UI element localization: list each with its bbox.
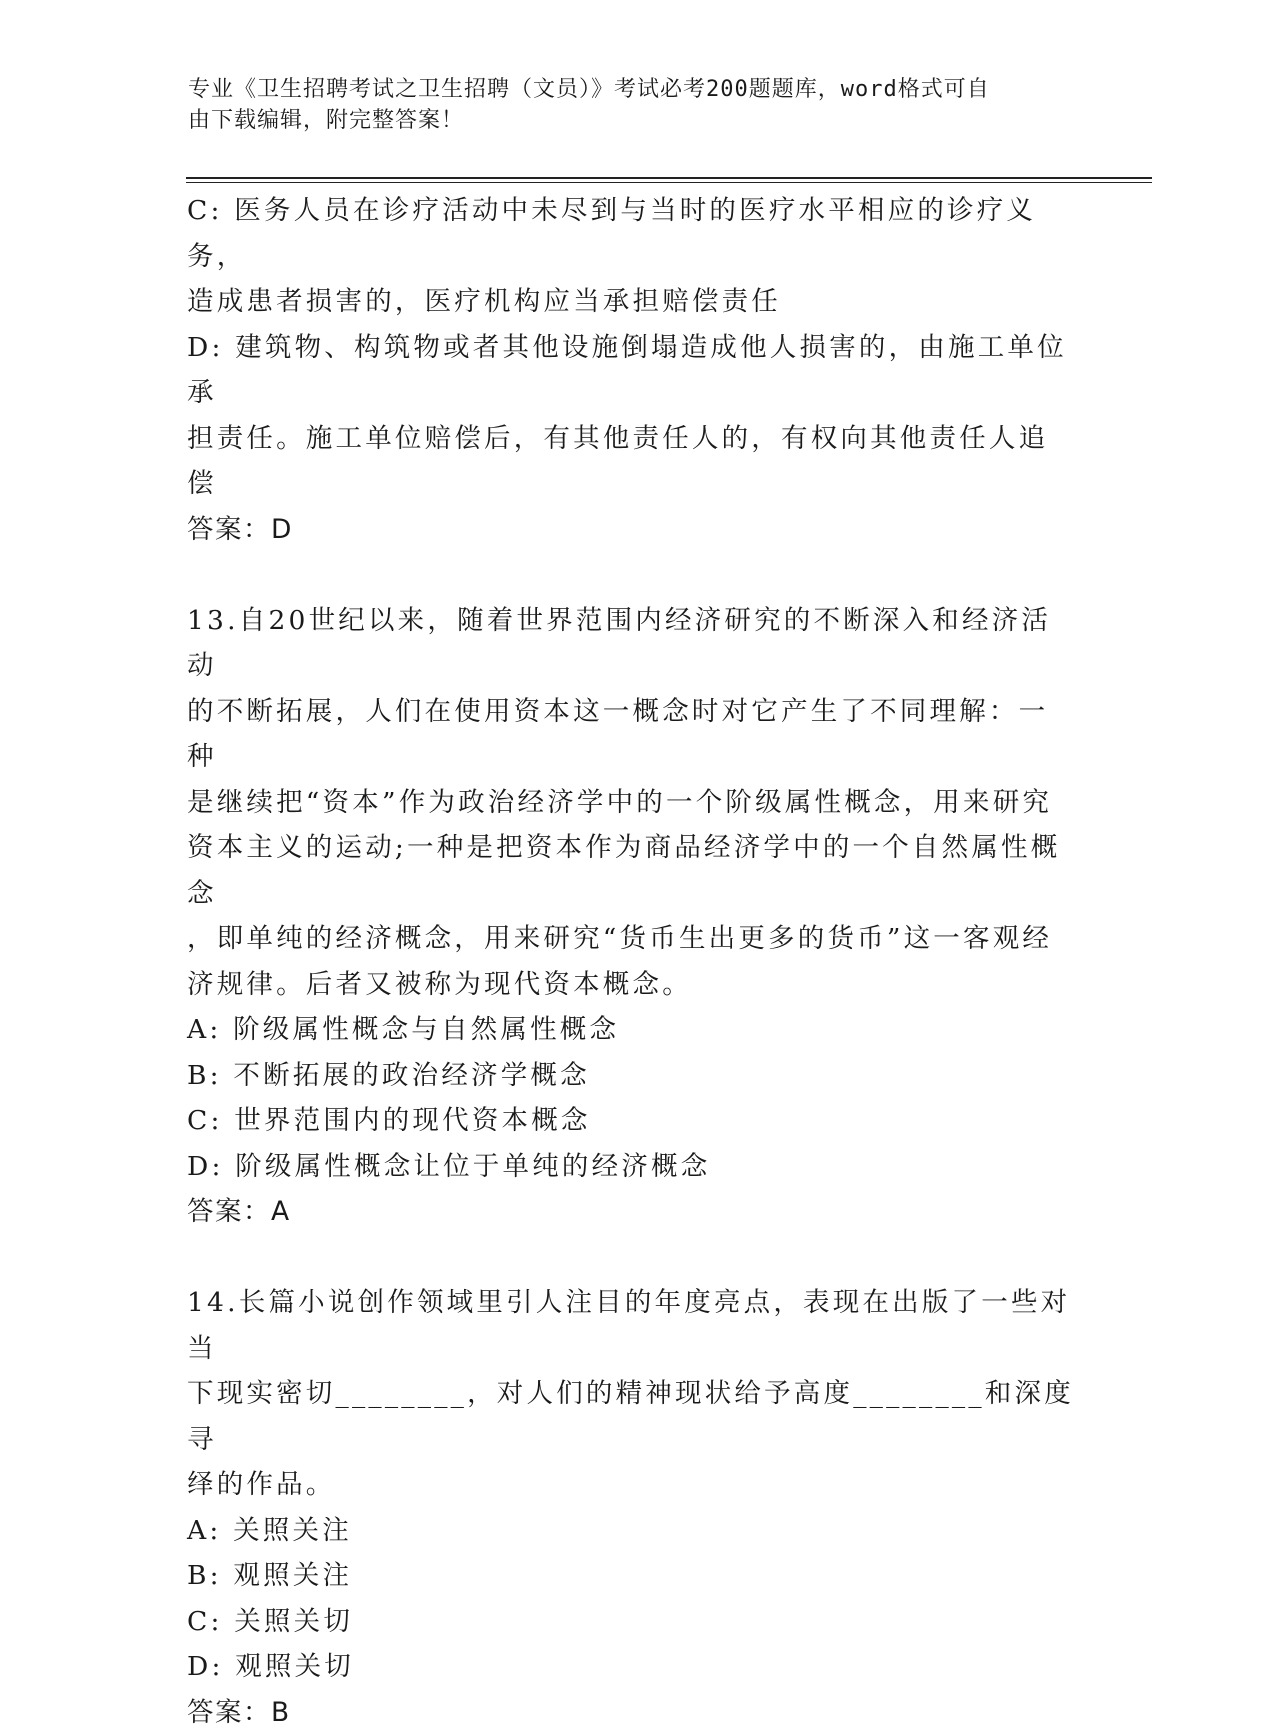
question-stem-line: 是继续把“资本”作为政治经济学中的一个阶级属性概念，用来研究 xyxy=(187,780,1077,826)
question-stem-line: 14.长篇小说创作领域里引人注目的年度亮点，表现在出版了一些对当 xyxy=(187,1280,1077,1371)
option-b: B: 观照关注 xyxy=(187,1553,1077,1599)
question-stem-line: 济规律。后者又被称为现代资本概念。 xyxy=(187,962,1077,1008)
option-d-line: D: 建筑物、构筑物或者其他设施倒塌造成他人损害的，由施工单位承 xyxy=(187,325,1077,416)
option-d: D: 观照关切 xyxy=(187,1644,1077,1690)
option-a: A: 阶级属性概念与自然属性概念 xyxy=(187,1007,1077,1053)
header-divider-thin xyxy=(186,182,1152,183)
option-c-line: 造成患者损害的，医疗机构应当承担赔偿责任 xyxy=(187,279,1077,325)
question-stem-line: 绎的作品。 xyxy=(187,1462,1077,1508)
question-stem-line: 下现实密切________，对人们的精神现状给予高度________和深度寻 xyxy=(187,1371,1077,1462)
question-12-tail xyxy=(187,188,1077,552)
answer-line: 答案：D xyxy=(187,507,1077,553)
option-a: A: 关照关注 xyxy=(187,1508,1077,1554)
question-13 xyxy=(187,598,1077,1235)
question-stem-line: ，即单纯的经济概念，用来研究“货币生出更多的货币”这一客观经 xyxy=(187,916,1077,962)
header-line: 由下载编辑，附完整答案！ xyxy=(188,105,1068,136)
question-stem-line: 的不断拓展，人们在使用资本这一概念时对它产生了不同理解：一种 xyxy=(187,689,1077,780)
question-stem-line: 资本主义的运动;一种是把资本作为商品经济学中的一个自然属性概念 xyxy=(187,825,1077,916)
spacer xyxy=(187,552,1077,598)
answer-line: 答案：B xyxy=(187,1690,1077,1735)
question-stem-line: 13.自20世纪以来，随着世界范围内经济研究的不断深入和经济活动 xyxy=(187,598,1077,689)
option-d-line: 担责任。施工单位赔偿后，有其他责任人的，有权向其他责任人追偿 xyxy=(187,416,1077,507)
option-c: C: 世界范围内的现代资本概念 xyxy=(187,1098,1077,1144)
option-b: B: 不断拓展的政治经济学概念 xyxy=(187,1053,1077,1099)
question-14 xyxy=(187,1280,1077,1735)
option-d: D: 阶级属性概念让位于单纯的经济概念 xyxy=(187,1144,1077,1190)
option-c-line: C: 医务人员在诊疗活动中未尽到与当时的医疗水平相应的诊疗义务， xyxy=(187,188,1077,279)
document-body xyxy=(187,188,1077,1735)
option-c: C: 关照关切 xyxy=(187,1599,1077,1645)
answer-line: 答案：A xyxy=(187,1189,1077,1235)
spacer xyxy=(187,1235,1077,1281)
header-line: 专业《卫生招聘考试之卫生招聘（文员）》考试必考200题题库，word格式可自 xyxy=(188,74,1068,105)
header-divider-thick xyxy=(186,177,1152,179)
document-header xyxy=(188,74,1068,136)
